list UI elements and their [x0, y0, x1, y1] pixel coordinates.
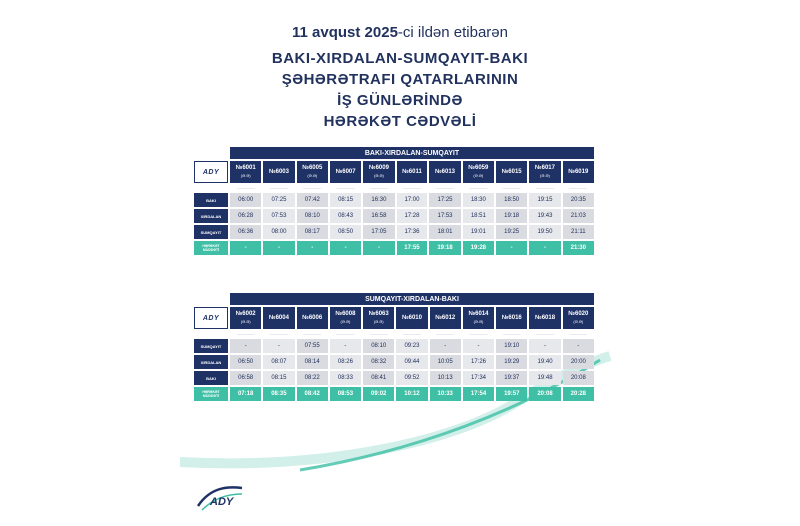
t1-time-cell: 08:15: [330, 193, 361, 207]
t1-duration-cell: 19:18: [429, 241, 460, 255]
t2-train-3: №6008 (Ə.Ə): [330, 307, 361, 329]
t1-time-cell: 17:00: [397, 193, 428, 207]
t1-time-cell: 06:00: [230, 193, 261, 207]
t1-time-cell: 16:58: [363, 209, 394, 223]
t1-station-2: SUMQAYIT: [194, 225, 228, 239]
t1-station-1: XIRDALAN: [194, 209, 228, 223]
header-date-line: 11 avqust 2025-ci ildən etibarən: [292, 24, 508, 41]
t2-train-7: №6014 (Ə.Ə): [463, 307, 494, 329]
t1-duration-cell: -: [230, 241, 261, 255]
t2-duration-cell: 07:18: [230, 387, 261, 401]
t1-time-cell: 08:43: [330, 209, 361, 223]
t2-train-4: №6063 (Ə.Ə): [363, 307, 394, 329]
t1-train-0: №6001 (Ə.Ə): [230, 161, 261, 183]
t1-duration-cell: -: [297, 241, 328, 255]
t1-train-3: №6007: [330, 161, 361, 183]
t2-time-cell: 19:29: [496, 355, 527, 369]
t1-duration-cell: -: [496, 241, 527, 255]
t2-time-cell: 08:07: [263, 355, 294, 369]
ady-logo-mini: ADY: [202, 168, 220, 176]
t2-time-cell: 08:22: [297, 371, 328, 385]
t2-time-cell: -: [563, 339, 594, 353]
t1-train-4: №6009 (Ə.Ə): [363, 161, 394, 183]
t1-train-10: №6019: [563, 161, 594, 183]
t1-time-cell: 17:28: [397, 209, 428, 223]
t1-time-cell: 08:50: [330, 225, 361, 239]
t2-time-cell: -: [430, 339, 461, 353]
t2-time-cell: 08:10: [363, 339, 394, 353]
t1-time-cell: 19:25: [496, 225, 527, 239]
t1-train-2: №6005 (Ə.Ə): [297, 161, 328, 183]
t1-time-cell: 18:51: [463, 209, 494, 223]
t1-time-cell: 16:30: [363, 193, 394, 207]
t1-logo: [194, 161, 228, 183]
t2-duration-cell: 19:57: [496, 387, 527, 401]
t1-time-cell: 07:42: [297, 193, 328, 207]
t1-duration-cell: -: [529, 241, 560, 255]
t2-train-1: №6004: [263, 307, 294, 329]
t2-train-0: №6002 (Ə.Ə): [230, 307, 261, 329]
t2-duration-cell: 09:02: [363, 387, 394, 401]
t2-time-cell: 08:41: [363, 371, 394, 385]
t1-title: BAKI-XIRDALAN-SUMQAYIT: [230, 147, 594, 159]
t1-time-cell: 19:01: [463, 225, 494, 239]
t2-time-cell: 07:55: [297, 339, 328, 353]
t1-train-1: №6003: [263, 161, 294, 183]
t2-train-2: №6006: [297, 307, 328, 329]
ady-logo: [196, 484, 244, 512]
t1-time-cell: 20:35: [563, 193, 594, 207]
t2-time-cell: 20:08: [563, 371, 594, 385]
t1-train-8: №6015: [496, 161, 527, 183]
t1-time-cell: 21:03: [563, 209, 594, 223]
header-days: İŞ GÜNLƏRİNDƏ: [337, 92, 463, 109]
t2-duration-cell: 17:54: [463, 387, 494, 401]
t1-time-cell: 06:28: [230, 209, 261, 223]
t2-duration-cell: 20:08: [529, 387, 560, 401]
t2-time-cell: 09:23: [396, 339, 427, 353]
t2-time-cell: 17:34: [463, 371, 494, 385]
t2-duration-cell: 08:53: [330, 387, 361, 401]
t2-time-cell: 06:50: [230, 355, 261, 369]
t1-station-0: BAKI: [194, 193, 228, 207]
t2-time-cell: 08:32: [363, 355, 394, 369]
t1-time-cell: 19:50: [529, 225, 560, 239]
t1-duration-cell: 17:55: [397, 241, 428, 255]
t1-time-cell: 06:36: [230, 225, 261, 239]
t1-time-cell: 17:25: [429, 193, 460, 207]
t1-train-5: №6011: [397, 161, 428, 183]
t1-time-cell: 17:36: [397, 225, 428, 239]
t1-duration-cell: -: [330, 241, 361, 255]
t1-train-7: №6059 (Ə.Ə): [463, 161, 494, 183]
t2-duration-cell: 20:28: [563, 387, 594, 401]
t1-time-cell: 08:17: [297, 225, 328, 239]
ady-logo-mini: ADY: [202, 314, 220, 322]
t2-time-cell: 19:40: [529, 355, 560, 369]
schedule-table-baki-sumqayit: BAKI-XIRDALAN-SUMQAYIT ADY №6001 (Ə.Ə) №6003 №6005 (Ə.Ə) №6007 №6009 (Ə.Ə) №6011 №6013 №6059 (Ə.Ə) №6015 №6017 (Ə.Ə) №6019 —————— —————— —————— —————— —————— —————— —————— —————— —————— —————— —————— BAKI 06:00 07:25 07:42 08:15 16:30 17:00 17:25 18:30 18:50 19:15 20:35 XIRDALAN 06:28 07:53 08:10 08:43 16:58 17:28 17:53 18:51 19:18 19:43 21:03 SUMQAYIT 06:36 08:00 08:17 08:50 17:05 17:36 18:01 19:01 19:25 19:50 21:11 HƏRƏKƏT MÜDDƏTİ - - - - - 17:55 19:18 19:28 - - 21:30: [192, 145, 596, 257]
t2-time-cell: 09:52: [396, 371, 427, 385]
t2-time-cell: 10:05: [430, 355, 461, 369]
t2-time-cell: 08:26: [330, 355, 361, 369]
t1-duration-label: HƏRƏKƏT MÜDDƏTİ: [194, 241, 228, 255]
t1-time-cell: 21:11: [563, 225, 594, 239]
svg-text:ADY: ADY: [210, 496, 234, 508]
t1-time-cell: 08:00: [263, 225, 294, 239]
t1-time-cell: 18:30: [463, 193, 494, 207]
t1-time-cell: 07:25: [263, 193, 294, 207]
t1-time-cell: 08:10: [297, 209, 328, 223]
t2-time-cell: 20:00: [563, 355, 594, 369]
t2-time-cell: 19:10: [496, 339, 527, 353]
t2-time-cell: -: [330, 339, 361, 353]
t1-train-9: №6017 (Ə.Ə): [529, 161, 560, 183]
t2-train-6: №6012: [430, 307, 461, 329]
t2-train-10: №6020 (Ə.Ə): [563, 307, 594, 329]
t2-duration-cell: 08:35: [263, 387, 294, 401]
t2-time-cell: 19:37: [496, 371, 527, 385]
t2-time-cell: -: [463, 339, 494, 353]
t1-duration-cell: 19:28: [463, 241, 494, 255]
t1-duration-cell: -: [263, 241, 294, 255]
t2-time-cell: 08:15: [263, 371, 294, 385]
t2-title: SUMQAYIT-XIRDALAN-BAKI: [230, 293, 594, 305]
t1-time-cell: 18:50: [496, 193, 527, 207]
t2-train-9: №6018: [529, 307, 560, 329]
t2-station-2: BAKI: [194, 371, 228, 385]
t2-duration-label: HƏRƏKƏT MÜDDƏTİ: [194, 387, 228, 401]
t1-train-6: №6013: [429, 161, 460, 183]
t2-time-cell: 17:26: [463, 355, 494, 369]
t1-time-cell: 19:43: [529, 209, 560, 223]
t2-logo: [194, 307, 228, 329]
t1-time-cell: 19:18: [496, 209, 527, 223]
t2-train-8: №6016: [496, 307, 527, 329]
t1-time-cell: 17:05: [363, 225, 394, 239]
t2-station-1: XIRDALAN: [194, 355, 228, 369]
t1-time-cell: 19:15: [529, 193, 560, 207]
t2-time-cell: 08:14: [297, 355, 328, 369]
t2-time-cell: -: [230, 339, 261, 353]
t2-time-cell: 09:44: [396, 355, 427, 369]
t2-station-0: SUMQAYIT: [194, 339, 228, 353]
t2-time-cell: 06:58: [230, 371, 261, 385]
t1-time-cell: 17:53: [429, 209, 460, 223]
t2-time-cell: 08:33: [330, 371, 361, 385]
header-schedule: HƏRƏKƏT CƏDVƏLİ: [323, 113, 477, 130]
t1-duration-cell: -: [363, 241, 394, 255]
t2-time-cell: -: [263, 339, 294, 353]
schedule-table-sumqayit-baki: SUMQAYIT-XIRDALAN-BAKI ADY №6002 (Ə.Ə) №6004 №6006 №6008 (Ə.Ə) №6063 (Ə.Ə) №6010 №6012 №6014 (Ə.Ə) №6016 №6018 №6020 (Ə.Ə) —————— —————— —————— —————— —————— —————— —————— —————— —————— —————— —————— SUMQAYIT - - 07:55 - 08:10 09:23 - - 19:10 - - XIRDALAN 06:50 08:07 08:14 08:26 08:32 09:44 10:05 17:26 19:29 19:40 20:00 BAKI 06:58 08:15 08:22 08:33 08:41 09:52 10:13 17:34 19:37 19:48 20:08 HƏRƏKƏT MÜDDƏTİ 07:18 08:35 08:42 08:53 09:02 10:12 10:33 17:54 19:57 20:08 20:28: [192, 291, 596, 403]
t1-time-cell: 18:01: [429, 225, 460, 239]
header-trains: ŞƏHƏRƏTRAFI QATARLARININ: [281, 71, 519, 88]
t2-time-cell: 19:48: [529, 371, 560, 385]
header-route: BAKI-XIRDALAN-SUMQAYIT-BAKI: [271, 50, 529, 67]
t2-time-cell: 10:13: [430, 371, 461, 385]
t2-duration-cell: 10:33: [430, 387, 461, 401]
t2-duration-cell: 10:12: [396, 387, 427, 401]
t2-duration-cell: 08:42: [297, 387, 328, 401]
t2-time-cell: -: [529, 339, 560, 353]
t1-duration-cell: 21:30: [563, 241, 594, 255]
t2-train-5: №6010: [396, 307, 427, 329]
t1-time-cell: 07:53: [263, 209, 294, 223]
